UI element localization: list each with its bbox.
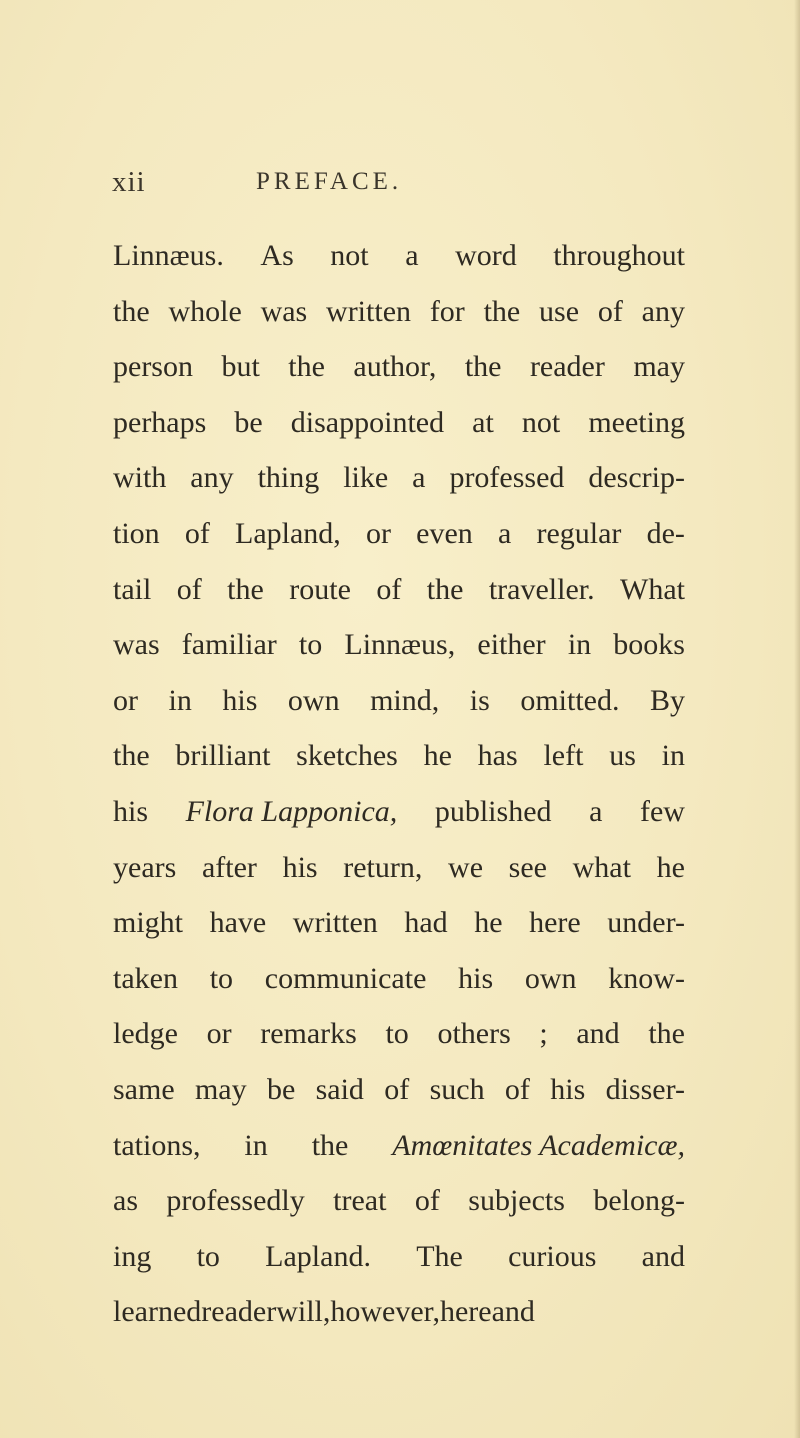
word: have	[209, 906, 267, 940]
word: see	[508, 850, 547, 884]
word: word	[455, 239, 517, 272]
running-head: PREFACE.	[256, 168, 403, 195]
word: to	[209, 961, 234, 995]
word: route	[289, 572, 351, 606]
text-line	[113, 673, 685, 729]
word: know-	[608, 961, 685, 995]
word: the	[288, 350, 325, 384]
word: the	[113, 739, 150, 773]
word: traveller.	[488, 572, 595, 606]
word: de-	[646, 516, 685, 550]
word: has	[477, 739, 518, 773]
word: As	[260, 239, 294, 272]
word: person	[113, 350, 193, 384]
page-header	[0, 166, 800, 206]
word: to	[196, 1239, 220, 1273]
text-line	[113, 1062, 685, 1118]
word: his	[458, 961, 494, 995]
word: and	[576, 1017, 620, 1051]
word: he	[656, 850, 685, 884]
word: the	[483, 294, 521, 328]
word: a	[405, 239, 419, 272]
word: he	[474, 906, 503, 940]
word: to	[385, 1017, 409, 1051]
text-line	[113, 895, 685, 951]
word: what	[572, 850, 631, 884]
word: of	[384, 1072, 410, 1106]
word: any	[190, 461, 234, 495]
word: may	[633, 350, 685, 384]
word: with	[113, 461, 167, 495]
word: few	[640, 794, 685, 828]
word: of	[184, 516, 210, 550]
word: but	[221, 350, 260, 384]
word: descrip-	[588, 461, 685, 495]
word: perhaps	[113, 405, 207, 439]
word: familiar	[181, 628, 277, 662]
word: or	[206, 1017, 232, 1051]
text-line	[113, 284, 685, 340]
word: belong-	[593, 1184, 685, 1218]
word: Lapland.	[265, 1239, 371, 1273]
word: ;	[539, 1017, 548, 1051]
word: disser-	[605, 1072, 685, 1106]
word: had	[404, 906, 448, 940]
word: Lapland,	[235, 516, 341, 550]
text-line	[113, 1006, 685, 1062]
word: thing	[257, 461, 320, 495]
word: here	[439, 1295, 492, 1329]
word: not	[330, 239, 369, 272]
word: Flora Lapponica,	[185, 794, 398, 828]
text-line	[113, 1118, 685, 1174]
word: or	[113, 683, 138, 717]
word: mind,	[370, 683, 440, 717]
word: learned	[113, 1295, 202, 1329]
word: The	[416, 1239, 463, 1273]
word: ledge	[113, 1017, 178, 1051]
word: own	[287, 683, 340, 717]
word: will,	[276, 1295, 331, 1329]
word: reader	[201, 1295, 277, 1329]
word: his	[550, 1072, 586, 1106]
text-line	[113, 728, 685, 784]
word: he	[423, 739, 452, 773]
text-line	[113, 1284, 685, 1340]
word: Amœnitates Academicæ,	[392, 1128, 685, 1162]
word: be	[234, 405, 263, 439]
word: written	[326, 294, 412, 328]
word: of	[597, 294, 623, 328]
word: whole	[168, 294, 242, 328]
word: for	[429, 294, 465, 328]
word: the	[648, 1017, 685, 1051]
word: same	[113, 1072, 175, 1106]
word: under-	[607, 906, 685, 940]
word: author,	[353, 350, 437, 384]
text-line	[113, 506, 685, 562]
word: the	[311, 1128, 349, 1162]
word: here	[529, 906, 581, 940]
word: we	[448, 850, 484, 884]
word: throughout	[553, 239, 685, 272]
word: of	[376, 572, 402, 606]
word: subjects	[468, 1184, 565, 1218]
word: the	[113, 294, 150, 328]
word: Linnæus.	[113, 239, 224, 272]
page-number: xii	[112, 166, 146, 198]
text-line	[113, 450, 685, 506]
word: either	[477, 628, 546, 662]
word: the	[464, 350, 502, 384]
word: as	[113, 1184, 138, 1218]
word: By	[649, 683, 685, 717]
word: of	[176, 572, 202, 606]
word: even	[416, 516, 473, 550]
word: own	[524, 961, 577, 995]
text-line	[113, 784, 685, 840]
word: and	[491, 1295, 535, 1329]
word: books	[613, 628, 685, 662]
word: like	[343, 461, 389, 495]
word: tion	[113, 516, 160, 550]
word: in	[661, 739, 685, 773]
word: at	[472, 405, 494, 439]
word: left	[543, 739, 584, 773]
word: be	[266, 1072, 296, 1106]
word: of	[414, 1184, 440, 1218]
word: and	[641, 1239, 685, 1273]
word: tail	[113, 572, 152, 606]
word: to	[298, 628, 323, 662]
text-line	[113, 951, 685, 1007]
word: in	[567, 628, 592, 662]
text-line	[113, 617, 685, 673]
word: us	[609, 739, 636, 773]
word: reader	[529, 350, 605, 384]
word: published	[434, 794, 552, 828]
word: a	[589, 794, 603, 828]
word: treat	[333, 1184, 387, 1218]
word: of	[504, 1072, 530, 1106]
word: regular	[536, 516, 622, 550]
word: his	[282, 850, 318, 884]
word: others	[437, 1017, 511, 1051]
word: said	[315, 1072, 364, 1106]
text-line	[113, 840, 685, 896]
word: the	[227, 572, 264, 606]
text-line	[113, 562, 685, 618]
word: his	[113, 794, 149, 828]
word: sketches	[296, 739, 398, 773]
text-line	[113, 228, 685, 284]
word: or	[365, 516, 391, 550]
word: in	[168, 683, 192, 717]
text-line	[113, 1229, 685, 1285]
word: remarks	[260, 1017, 357, 1051]
word: not	[521, 405, 561, 439]
word: omitted.	[520, 683, 620, 717]
word: years	[113, 850, 177, 884]
word: communicate	[264, 961, 427, 995]
word: a	[497, 516, 512, 550]
word: tations,	[113, 1128, 201, 1162]
word: return,	[343, 850, 423, 884]
word: ing	[113, 1239, 152, 1273]
word: is	[469, 683, 490, 717]
page-edge	[794, 0, 800, 1438]
text-line	[113, 395, 685, 451]
word: however,	[330, 1295, 440, 1329]
text-line	[113, 339, 685, 395]
word: was	[113, 628, 160, 662]
word: a	[412, 461, 426, 495]
word: taken	[113, 961, 178, 995]
word: written	[292, 906, 378, 940]
word: might	[113, 906, 184, 940]
body-text	[113, 228, 685, 1340]
word: the	[426, 572, 464, 606]
word: such	[429, 1072, 485, 1106]
word: his	[222, 683, 258, 717]
word: use	[539, 294, 580, 328]
word: in	[244, 1128, 268, 1162]
word: meeting	[588, 405, 685, 439]
word: Linnæus,	[344, 628, 456, 662]
word: What	[620, 572, 685, 606]
text-line	[113, 1173, 685, 1229]
word: disappointed	[290, 405, 445, 439]
word: professedly	[166, 1184, 305, 1218]
word: was	[260, 294, 308, 328]
word: professed	[449, 461, 565, 495]
word: curious	[508, 1239, 597, 1273]
word: brilliant	[175, 739, 271, 773]
word: any	[641, 294, 685, 328]
word: after	[201, 850, 257, 884]
word: may	[194, 1072, 247, 1106]
